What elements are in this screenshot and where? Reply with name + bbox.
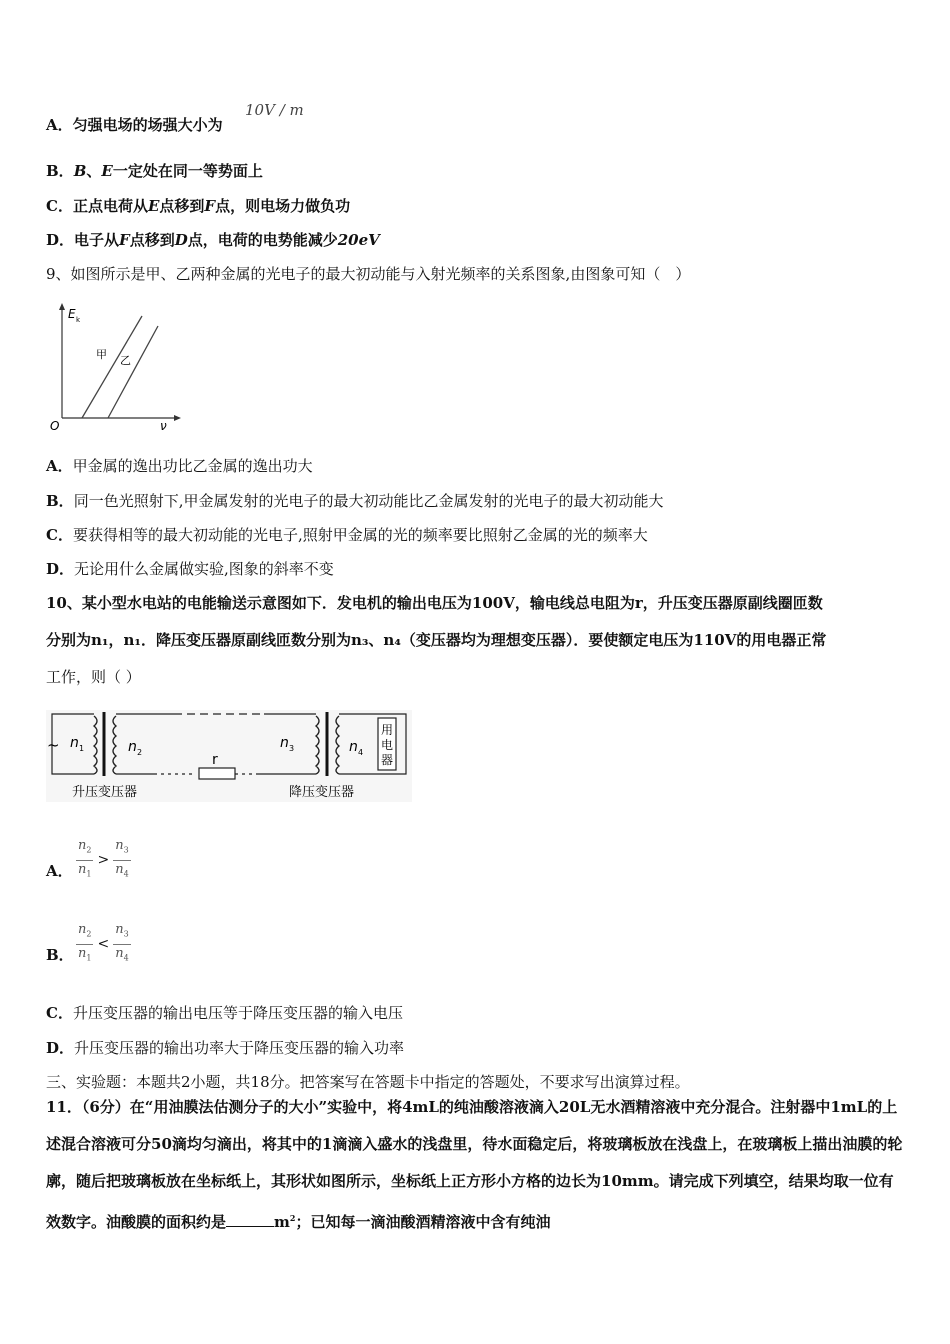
ac-source-icon: ~	[47, 736, 60, 754]
energy-value: 20eV	[337, 231, 380, 249]
option-text: 无论用什么金属做实验,图象的斜率不变	[74, 560, 334, 578]
graph-line-jia	[82, 316, 142, 418]
answer-blank[interactable]	[226, 1212, 274, 1227]
q10-option-d	[46, 1038, 404, 1058]
option-letter: B．	[46, 162, 74, 180]
option-letter: D．	[46, 231, 75, 249]
option-text: 要获得相等的最大初动能的光电子,照射甲金属的光的频率要比照射乙金属的光的频率大	[72, 526, 648, 544]
option-text: 匀强电场的场强大小为	[72, 116, 223, 134]
q9-option-a	[46, 456, 313, 476]
q9-option-d	[46, 559, 334, 579]
q8-option-c	[46, 196, 350, 216]
step-up-label: 升压变压器	[72, 785, 138, 800]
option-text: 同一色光照射下,甲金属发射的光电子的最大初动能比乙金属发射的光电子的最大初动能大	[73, 492, 664, 510]
option-letter: A．	[46, 457, 73, 475]
fraction-n2-n1: $\frac{n_2}{n_1}$	[78, 838, 92, 879]
line-label-jia: 甲	[96, 348, 107, 361]
q9-graph	[46, 298, 186, 438]
q8-option-a	[46, 115, 223, 135]
q8-option-b	[46, 161, 263, 181]
load-char-3: 器	[381, 753, 394, 767]
option-letter: C．	[46, 526, 73, 544]
point-b: B	[73, 162, 87, 180]
q10-option-c	[46, 1003, 403, 1023]
option-letter: C．	[46, 197, 73, 215]
option-text: 一定处在同一等势面上	[112, 162, 263, 180]
option-text: 升压变压器的输出功率大于降压变压器的输入功率	[74, 1039, 405, 1057]
unit-exponent: 2	[289, 1213, 296, 1223]
q10-stem-line1: 10、某小型水电站的电能输送示意图如下．发电机的输出电压为100V，输电线总电阻为r，升压变压器原副线圈匝数	[46, 594, 823, 612]
unit: m	[274, 1213, 290, 1231]
q9-option-b	[46, 491, 663, 511]
n3-label: n	[280, 735, 289, 751]
origin-label: O	[50, 419, 60, 433]
option-text: 升压变压器的输出电压等于降压变压器的输入电压	[72, 1004, 403, 1022]
section-3-heading: 三、实验题：本题共2小题，共18分。把答案写在答题卡中指定的答题处，不要求写出演算过程。	[46, 1073, 690, 1091]
q11-paragraph	[46, 1089, 908, 1241]
option-text: 点，则电场力做负功	[215, 197, 351, 215]
line-label-yi: 乙	[120, 354, 131, 367]
graph-line-yi	[108, 326, 158, 418]
q10-circuit-diagram	[44, 706, 414, 806]
point-e: E	[147, 197, 160, 215]
q8-option-d	[46, 230, 380, 250]
q9-option-c	[46, 525, 648, 545]
n4-sub: 4	[358, 748, 364, 757]
n2-label: n	[128, 739, 137, 755]
resistor-r	[199, 768, 235, 779]
n1-label: n	[70, 735, 79, 751]
n1-sub: 1	[79, 744, 85, 753]
less-than: <	[97, 936, 110, 953]
q10-option-b-letter: B．	[46, 946, 74, 964]
option-letter: D．	[46, 560, 75, 578]
n3-sub: 3	[289, 744, 295, 753]
fraction-n3-n4: $\frac{n_3}{n_4}$	[115, 922, 129, 963]
load-char-2: 电	[381, 738, 394, 752]
option-text: 甲金属的逸出功比乙金属的逸出功大	[72, 457, 313, 475]
y-axis-label: E	[68, 307, 76, 321]
q10-stem-line2: 分别为n₁，n₁．降压变压器原副线匝数分别为n₃、n₄（变压器均为理想变压器）．要使额定电压为110V的用电器正常	[46, 631, 827, 649]
option-letter: B．	[46, 492, 74, 510]
option-text: 正点电荷从	[72, 197, 148, 215]
fraction-n2-n1: $\frac{n_2}{n_1}$	[78, 922, 92, 963]
separator: 、	[86, 162, 102, 180]
point-e: E	[101, 162, 113, 180]
q11-text: 11．（6分）在“用油膜法估测分子的大小”实验中，将4mL的纯油酸溶液滴入20L无水酒精溶液中充分混合。注射器中1mL的上述混合溶液可分50滴均匀滴出，将其中的1滴滴入盛水的浅盘里，待水面稳定后，将玻璃板放在浅盘上，在玻璃板上描出油膜的轮廓，随后把玻璃板放在坐标纸上，其形状如图所示，坐标纸上正方形小方格的边长为10mm。请完成下列填空，结果均取一位有效数字。油酸膜的面积约是	[46, 1098, 903, 1231]
q8-option-a-formula: 10V / m	[245, 101, 304, 119]
point-f: F	[119, 231, 130, 249]
resistor-label: r	[212, 752, 218, 768]
q10-option-a-letter: A．	[46, 862, 73, 880]
greater-than: >	[97, 852, 110, 869]
option-text: 点，电荷的电势能减少	[187, 231, 338, 249]
option-letter: C．	[46, 1004, 73, 1022]
q10-stem-line3: 工作，则（ ）	[46, 668, 141, 686]
point-f: F	[204, 197, 216, 215]
q11-text-cont: ；已知每一滴油酸酒精溶液中含有纯油	[295, 1213, 551, 1231]
load-char-1: 用	[381, 723, 394, 737]
step-down-label: 降压变压器	[289, 785, 355, 800]
y-axis-sub: k	[76, 316, 81, 324]
option-letter: A．	[46, 116, 73, 134]
option-text: 电子从	[74, 231, 120, 249]
q9-stem: 9、如图所示是甲、乙两种金属的光电子的最大初动能与入射光频率的关系图象,由图象可知（ ）	[46, 265, 691, 283]
n4-label: n	[349, 739, 358, 755]
option-letter: D．	[46, 1039, 75, 1057]
x-axis-label: ν	[160, 419, 167, 433]
fraction-n3-n4: $\frac{n_3}{n_4}$	[115, 838, 129, 879]
q10-option-a-expr	[76, 837, 131, 883]
q10-option-b-expr	[76, 921, 131, 967]
n2-sub: 2	[137, 748, 143, 757]
option-text: 点移到	[159, 197, 205, 215]
option-text: 点移到	[129, 231, 175, 249]
point-d: D	[174, 231, 188, 249]
